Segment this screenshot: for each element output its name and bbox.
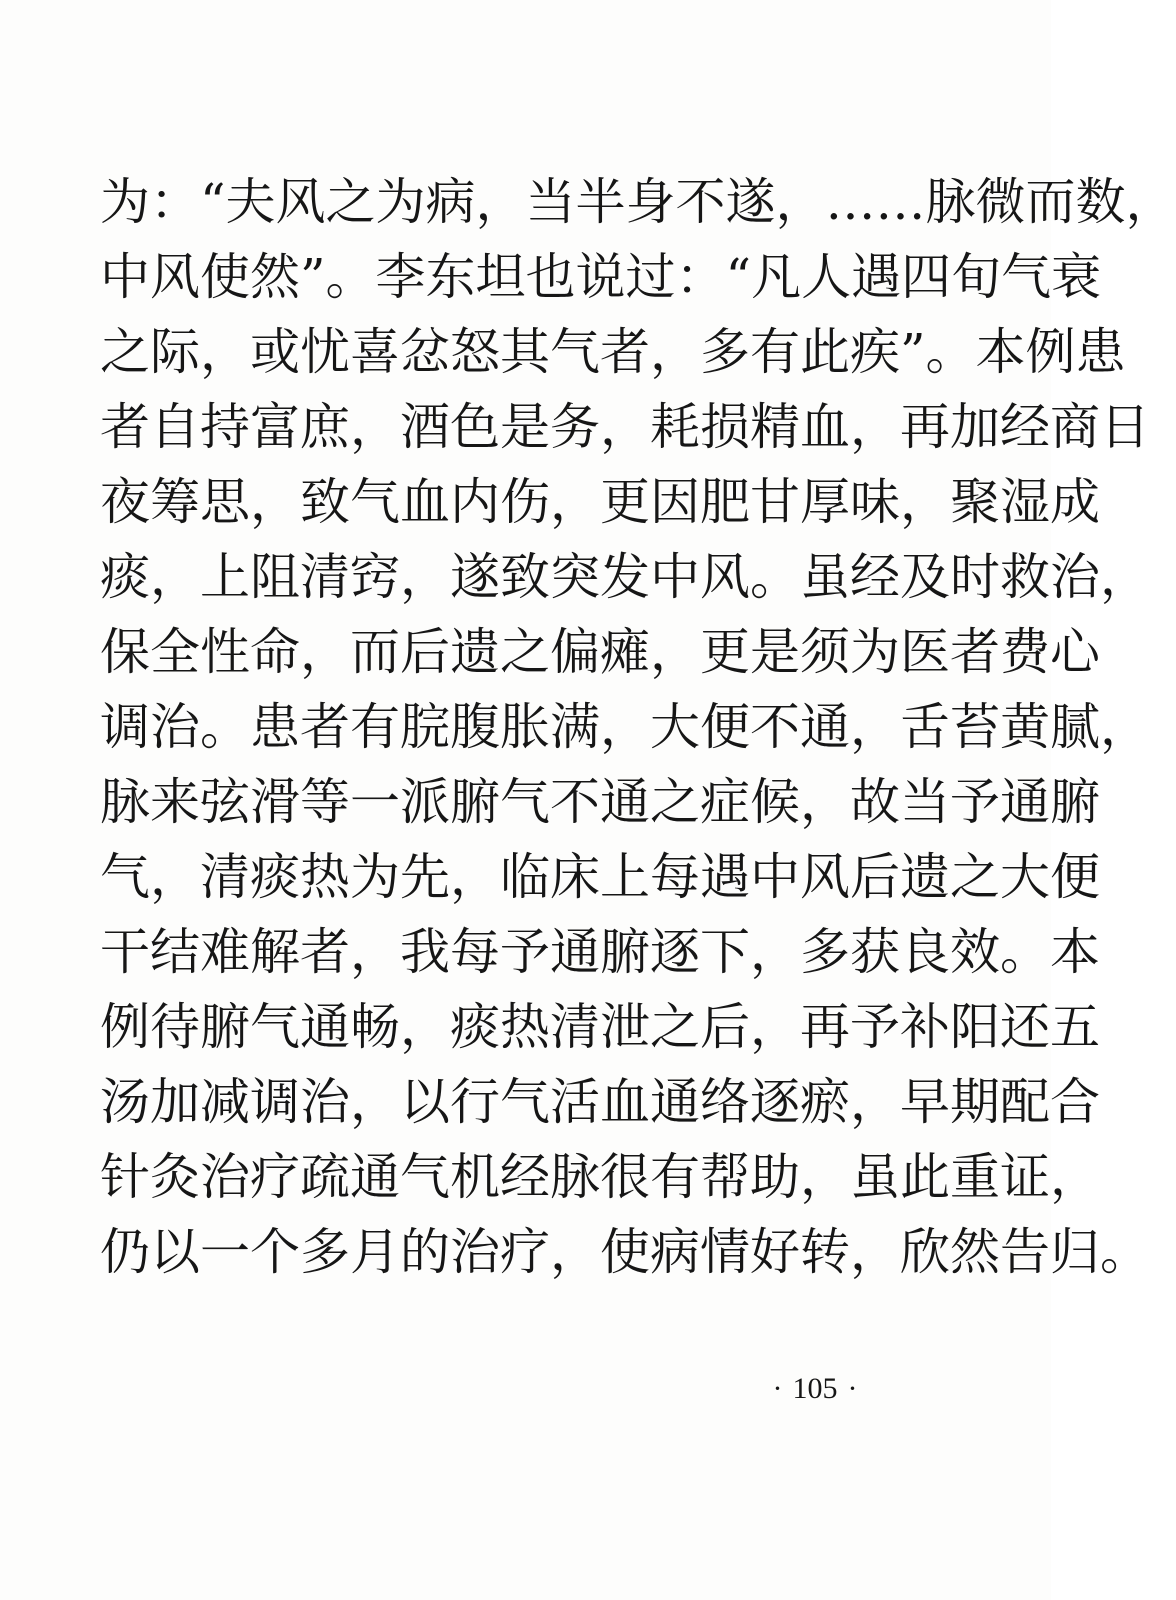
page-number-right-dot: ·: [847, 1372, 858, 1405]
text-line-12: 例待腑气通畅，痰热清泄之后，再予补阳还五: [100, 998, 1100, 1056]
text-line-9: 脉来弦滑等一派腑气不通之症候，故当予通腑: [100, 773, 1100, 831]
text-line-1: 为：“夫风之为病，当半身不遂，……脉微而数，: [100, 173, 1176, 231]
text-line-14: 针灸治疗疏通气机经脉很有帮助，虽此重证，: [100, 1148, 1100, 1206]
text-line-2: 中风使然”。李东坦也说过：“凡人遇四旬气衰: [100, 248, 1102, 306]
page-number-left-dot: ·: [772, 1372, 783, 1405]
text-line-11: 干结难解者，我每予通腑逐下，多获良效。本: [100, 923, 1100, 981]
text-line-5: 夜筹思，致气血内伤，更因肥甘厚味，聚湿成: [100, 473, 1100, 531]
page-number-value: 105: [792, 1372, 838, 1405]
page-number: [750, 1365, 880, 1413]
text-line-13: 汤加减调治，以行气活血通络逐瘀，早期配合: [100, 1073, 1100, 1131]
body-text: [100, 165, 1176, 1290]
text-line-8: 调治。患者有脘腹胀满，大便不通，舌苔黄腻，: [100, 698, 1150, 756]
text-line-7: 保全性命，而后遗之偏瘫，更是须为医者费心: [100, 623, 1100, 681]
text-line-15: 仍以一个多月的治疗，使病情好转，欣然告归。: [100, 1223, 1150, 1281]
text-line-3: 之际，或忧喜忿怒其气者，多有此疾”。本例患: [100, 323, 1126, 381]
text-line-10: 气，清痰热为先，临床上每遇中风后遗之大便: [100, 848, 1100, 906]
text-line-4: 者自持富庶，酒色是务，耗损精血，再加经商日: [100, 398, 1150, 456]
text-line-6: 痰，上阻清窍，遂致突发中风。虽经及时救治，: [100, 548, 1150, 606]
